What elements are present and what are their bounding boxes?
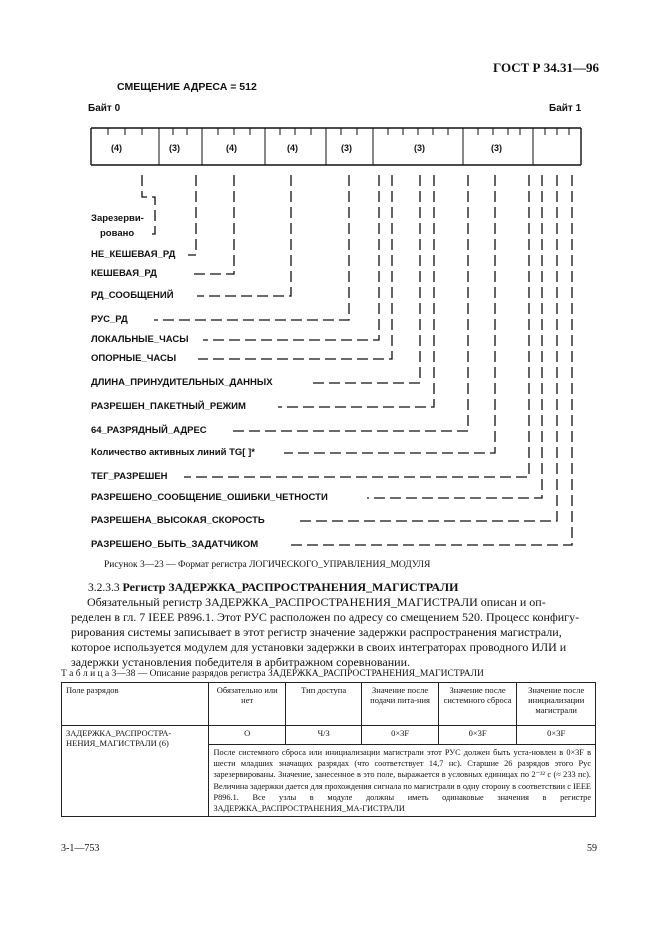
field-cache-rd: КЕШЕВАЯ_РД: [91, 268, 157, 279]
field-parity-error: РАЗРЕШЕНО_СООБЩЕНИЕ_ОШИБКИ_ЧЕТНОСТИ: [91, 492, 328, 503]
field-noncache-rd: НЕ_КЕШЕВАЯ_РД: [91, 249, 176, 260]
col-header-access: Тип доступа: [285, 683, 361, 726]
cell-init: 0×3F: [517, 726, 596, 745]
field-packet-mode: РАЗРЕШЕН_ПАКЕТНЫЙ_РЕЖИМ: [91, 401, 246, 412]
section-title-prefix: Регистр: [122, 580, 166, 594]
field-reserved-2: ровано: [100, 228, 135, 239]
bits-table: [61, 682, 596, 817]
field-width-3: (4): [226, 143, 237, 153]
field-width-7: (3): [491, 143, 502, 153]
table-header-row: [62, 683, 596, 726]
field-reserved-1: Зарезерви-: [91, 213, 144, 224]
standard-header: ГОСТ Р 34.31—96: [493, 60, 599, 75]
field-width-1: (4): [111, 143, 122, 153]
field-master-enabled: РАЗРЕШЕНО_БЫТЬ_ЗАДАТЧИКОМ: [91, 539, 259, 550]
figure-caption: Рисунок 3—23 — Формат регистра ЛОГИЧЕСКОГО_УПРАВЛЕНИЯ_МОДУЛЯ: [104, 560, 431, 570]
field-width-4: (4): [287, 143, 298, 153]
para-line-4: которое используется модулем для установки задержки в своих интеграторах проводного ИЛИ и: [71, 640, 567, 654]
byte0-label: Байт 0: [88, 103, 121, 114]
col-header-reset: Значение после системного сброса: [438, 683, 517, 726]
para-line-5: задержки установления победителя в арбитражном соревновании.: [71, 655, 410, 669]
field-64bit-address: 64_РАЗРЯДНЫЙ_АДРЕС: [91, 425, 207, 436]
para-line-3: рирования системы записывает в этот регистр значение задержки распространения магистрали,: [71, 625, 562, 639]
section-heading: [88, 580, 458, 595]
field-forced-data-len: ДЛИНА_ПРИНУДИТЕЛЬНЫХ_ДАННЫХ: [91, 377, 273, 388]
page-number: 59: [587, 843, 597, 854]
para-line-2: ределен в гл. 7 IEEE P896.1. Этот РУС расположен по адресу со смещением 520. Процесс конфигу-: [71, 610, 580, 624]
field-msg-rd: РД_СООБЩЕНИЙ: [91, 290, 174, 301]
col-header-mandatory: Обязательно или нет: [209, 683, 285, 726]
cell-power: 0×3F: [362, 726, 438, 745]
section-title: ЗАДЕРЖКА_РАСПРОСТРАНЕНИЯ_МАГИСТРАЛИ: [168, 580, 459, 594]
field-ref-clock: ОПОРНЫЕ_ЧАСЫ: [91, 353, 177, 364]
field-local-clock: ЛОКАЛЬНЫЕ_ЧАСЫ: [91, 334, 189, 345]
col-header-field: Поле разрядов: [62, 683, 209, 726]
cell-access: Ч/З: [285, 726, 361, 745]
byte1-label: Байт 1: [549, 103, 582, 114]
col-header-init: Значение после инициализации магистрали: [517, 683, 596, 726]
field-tg-lines: Количество активных линий TG[ ]*: [91, 447, 255, 458]
field-width-6: (3): [414, 143, 425, 153]
table-caption: Т а б л и ц а 3—38 — Описание разрядов регистра ЗАДЕРЖКА_РАСПРОСТРАНЕНИЯ_МАГИСТРАЛИ: [61, 669, 484, 679]
section-number: 3.2.3.3: [88, 582, 120, 594]
footer-code: 3-1—753: [61, 843, 100, 854]
cell-reset: 0×3F: [438, 726, 517, 745]
offset-label: СМЕЩЕНИЕ АДРЕСА = 512: [117, 81, 257, 93]
table-row: [62, 726, 596, 745]
field-width-5: (3): [341, 143, 352, 153]
table-note: После системного сброса или инициализации магистрали этот РУС должен быть уста-новлен в 0×3F в шести младших значащих разрядах (что соответствует 14,7 нс). Старшие 26 разрядов этого Рус зарезервированы. Значение, занесенное в это поле, выражается в условных единицах по 2⁻³² с (≈ 233 пс). Величина задержки дается для прохождения сигнала по магистрали в одну сторону в соответствии с IEEE P896.1. Все узлы в модуле должны иметь одинаковые значения в регистре ЗАДЕРЖКА_РАСПРОСТРАНЕНИЯ_МА-ГИСТРАЛИ: [209, 745, 596, 817]
cell-mandatory: О: [209, 726, 285, 745]
cell-field: ЗАДЕРЖКА_РАСПРОСТРА-НЕНИЯ_МАГИСТРАЛИ (6): [62, 726, 209, 817]
field-high-speed: РАЗРЕШЕНА_ВЫСОКАЯ_СКОРОСТЬ: [91, 515, 265, 526]
field-tag-enabled: ТЕГ_РАЗРЕШЕН: [91, 471, 168, 482]
field-rus-rd: РУС_РД: [91, 314, 128, 325]
col-header-power: Значение после подачи пита-ния: [362, 683, 438, 726]
field-width-2: (3): [169, 143, 180, 153]
para-line-1: Обязательный регистр ЗАДЕРЖКА_РАСПРОСТРАНЕНИЯ_МАГИСТРАЛИ описан и оп-: [87, 595, 546, 609]
